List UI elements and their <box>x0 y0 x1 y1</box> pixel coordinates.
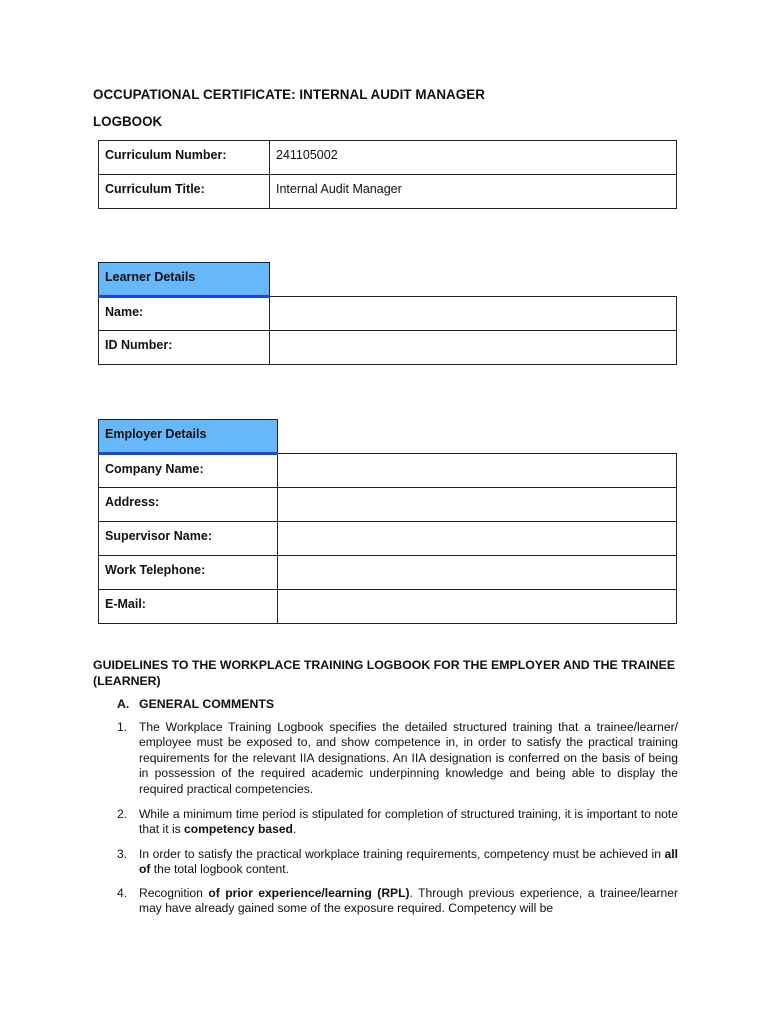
email-field[interactable] <box>278 590 677 624</box>
list-item-text <box>139 847 678 878</box>
list-item-emphasis: competency based <box>184 822 293 837</box>
curriculum-title-label: Curriculum Title: <box>99 175 270 209</box>
list-item-text-part: While a minimum time period is stipulated for completion of structured training, it is important to note that it is <box>139 807 678 837</box>
list-item-text-part: . <box>292 822 297 837</box>
list-item-text: The Workplace Training Logbook specifies the detailed structured training that a trainee/learner/ employee must be exposed to, and show competence in, in order to satisfy the practical training requirements for the relevant IIA designations. An IIA designation is conferred on the basis of being in possession of the required academic underpinning knowledge and being able to display the required practical competencies. <box>139 720 678 796</box>
section-title: GENERAL COMMENTS <box>139 697 275 711</box>
table-row <box>99 556 677 590</box>
table-row <box>99 522 677 556</box>
address-field[interactable] <box>278 488 677 522</box>
email-label: E-Mail: <box>99 590 278 624</box>
learner-details-table <box>98 262 677 365</box>
address-label: Address: <box>99 488 278 522</box>
curriculum-number-label: Curriculum Number: <box>99 141 270 175</box>
list-item <box>117 847 678 878</box>
table-row <box>99 454 677 488</box>
company-name-field[interactable] <box>278 454 677 488</box>
supervisor-name-label: Supervisor Name: <box>99 522 278 556</box>
employer-details-header: Employer Details <box>99 420 278 454</box>
list-item-text <box>139 886 678 917</box>
list-item-emphasis: of prior experience/learning (RPL) <box>208 886 410 900</box>
table-row <box>99 331 677 365</box>
list-item-text-part: In order to satisfy the practical workplace training requirements, competency must be achieved in <box>139 847 665 861</box>
section-heading <box>117 697 274 711</box>
learner-name-field[interactable] <box>270 297 677 331</box>
list-item-text-part: the total logbook content. <box>150 862 289 877</box>
list-item-text <box>139 807 678 838</box>
list-item-text-part: . Through previous experience, a trainee/learner may have already gained some of the exposure required. Competency will be <box>139 886 678 916</box>
list-item <box>117 886 678 917</box>
table-row <box>99 297 677 331</box>
company-name-label: Company Name: <box>99 454 278 488</box>
list-item-emphasis: all of <box>139 847 678 877</box>
work-telephone-field[interactable] <box>278 556 677 590</box>
learner-details-header: Learner Details <box>99 263 270 297</box>
guidelines-title: GUIDELINES TO THE WORKPLACE TRAINING LOGBOOK FOR THE EMPLOYER AND THE TRAINEE (LEARNER) <box>93 658 676 688</box>
table-row <box>99 590 677 624</box>
list-item-number: 3. <box>117 847 128 861</box>
table-row <box>99 488 677 522</box>
document-subtitle: LOGBOOK <box>93 114 163 129</box>
curriculum-title-value: Internal Audit Manager <box>270 175 677 209</box>
employer-details-table <box>98 419 677 624</box>
list-item-number: 1. <box>117 720 128 734</box>
section-letter: A. <box>117 697 130 711</box>
table-row <box>99 420 677 454</box>
learner-id-field[interactable] <box>270 331 677 365</box>
table-row <box>99 263 677 297</box>
list-item <box>117 807 678 838</box>
supervisor-name-field[interactable] <box>278 522 677 556</box>
document-title: OCCUPATIONAL CERTIFICATE: INTERNAL AUDIT MANAGER <box>93 87 485 102</box>
list-item-number: 2. <box>117 807 128 821</box>
list-item-number: 4. <box>117 886 128 900</box>
work-telephone-label: Work Telephone: <box>99 556 278 590</box>
curriculum-table <box>98 140 677 209</box>
empty-cell <box>278 420 677 454</box>
curriculum-number-value: 241105002 <box>270 141 677 175</box>
empty-cell <box>270 263 677 297</box>
learner-id-label: ID Number: <box>99 331 270 365</box>
table-row <box>99 141 677 175</box>
list-item-text-part: Recognition <box>139 886 209 900</box>
learner-name-label: Name: <box>99 297 270 331</box>
list-item <box>117 720 678 797</box>
table-row <box>99 175 677 209</box>
